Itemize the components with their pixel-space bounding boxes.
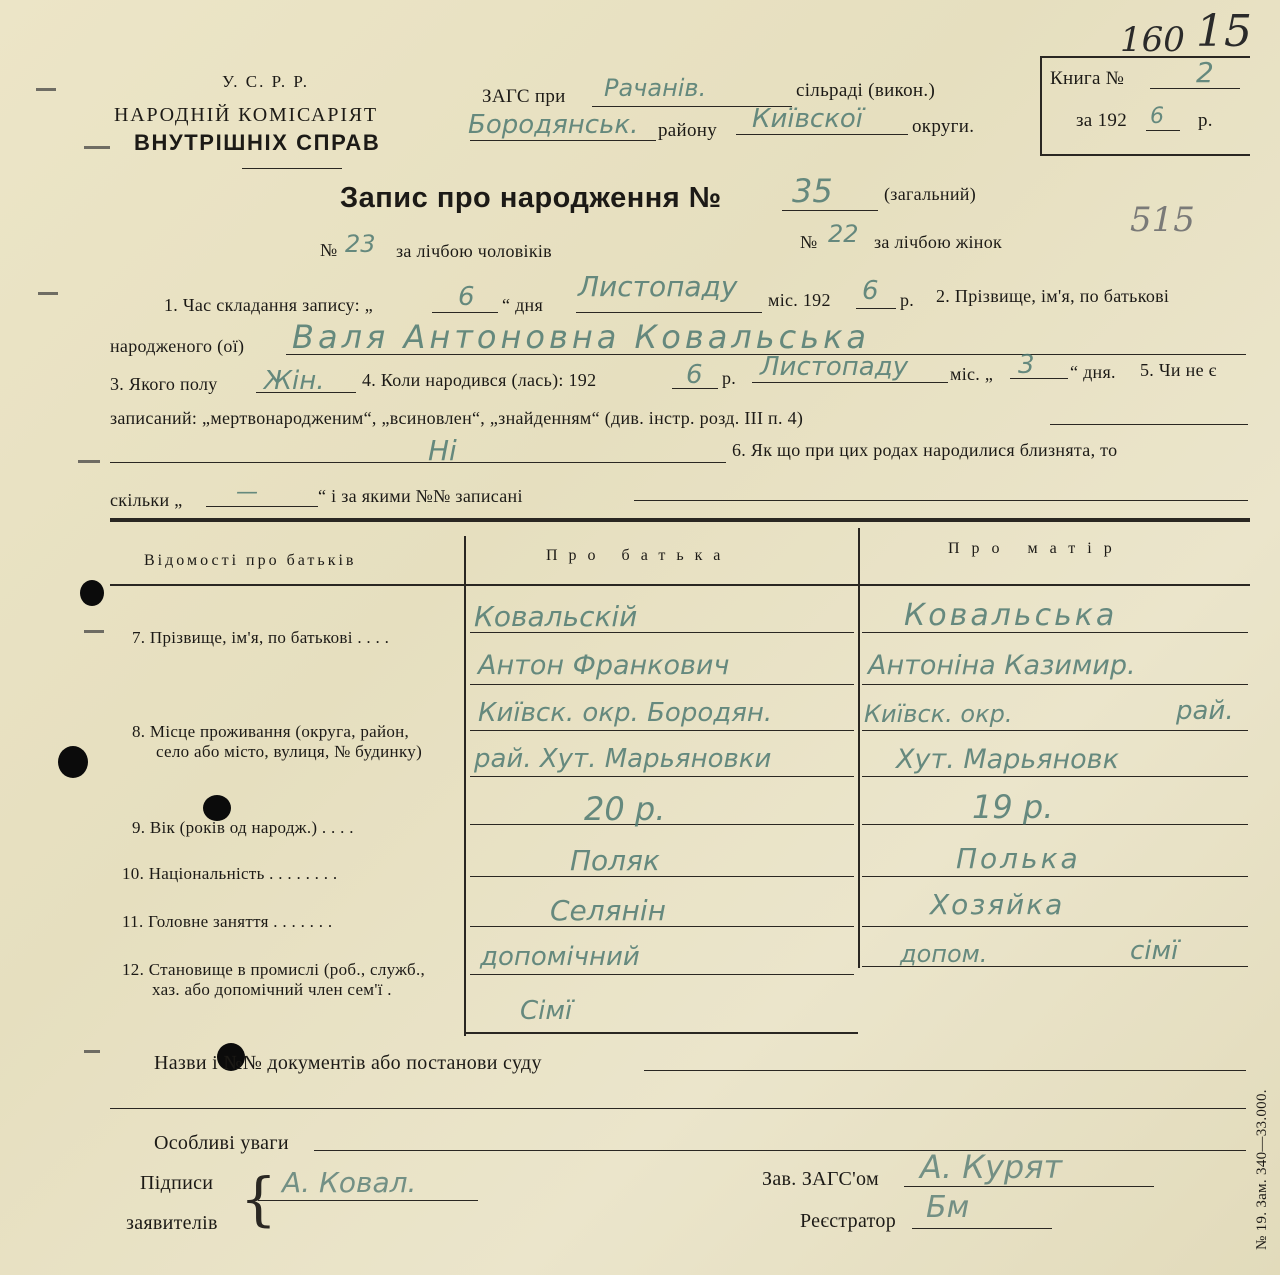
- female-count-prefix: №: [800, 232, 818, 252]
- side-print: № 19. Зам. 340—33.000.: [1254, 1089, 1270, 1250]
- q2-label-cont: народженого (ої): [110, 336, 245, 356]
- record-title: Запис про народження №: [340, 182, 722, 214]
- general-label: (загальний): [884, 184, 977, 204]
- book-number: 2: [1196, 56, 1214, 89]
- child-name: Валя Антоновна Ковальська: [292, 318, 870, 356]
- q5-label: 5. Чи не є: [1140, 360, 1217, 380]
- corner-number: 15: [1196, 6, 1252, 57]
- row8-label-a: 8. Місце проживання (округа, район,: [132, 722, 410, 741]
- q5-answer: Ні: [428, 434, 457, 467]
- mother-age: 19 р.: [972, 788, 1054, 826]
- q2-label: 2. Прізвище, ім'я, по батькові: [936, 286, 1170, 306]
- village-council-handwritten: Рачанів.: [604, 74, 707, 102]
- punch-hole: [80, 580, 104, 606]
- signatures-label-b: заявителів: [126, 1212, 218, 1234]
- birth-year: 6: [686, 360, 703, 390]
- q1-year: 6: [862, 276, 879, 306]
- row12-label-a: 12. Становище в промислі (роб., служб.,: [122, 960, 426, 979]
- okruha-handwritten: Київскої: [752, 104, 864, 134]
- male-count-number: 23: [345, 230, 376, 258]
- signatures-label-a: Підписи: [140, 1172, 214, 1194]
- col-header-father: Про батька: [546, 547, 732, 564]
- q3-label: 3. Якого полу: [110, 374, 218, 394]
- q6-text-b: “ і за якими №№ записані: [318, 486, 523, 506]
- row9-label: 9. Вік (років од народж.) . . . .: [132, 818, 354, 837]
- mother-name: Антоніна Казимир.: [868, 650, 1136, 681]
- book-label: Книга №: [1050, 68, 1125, 89]
- mother-place-b: Хут. Марьяновк: [896, 744, 1119, 775]
- q6-dash: —: [236, 480, 258, 505]
- col-header-mother: Про матір: [948, 540, 1124, 557]
- applicant-signature: А. Ковал.: [282, 1166, 417, 1199]
- okruha-suffix: округи.: [912, 116, 975, 137]
- father-place-a: Київск. окр. Бородян.: [478, 698, 773, 728]
- registrar-label: Реєстратор: [800, 1210, 897, 1232]
- q1-day: 6: [458, 282, 475, 312]
- village-council-suffix: сільраді (викон.): [796, 80, 936, 101]
- father-status-b: Сімї: [520, 996, 573, 1026]
- mother-status-a: допом.: [900, 940, 988, 968]
- q1-year-prefix: міс. 192: [768, 290, 831, 310]
- female-count-number: 22: [828, 220, 859, 248]
- republic-label: У. С. Р. Р.: [222, 72, 310, 91]
- row8-label-b: село або місто, вулиця, № будинку): [156, 742, 423, 761]
- father-occupation: Селянін: [550, 894, 666, 927]
- father-surname: Ковальскій: [474, 600, 638, 633]
- father-place-b: рай. Хут. Марьяновки: [474, 744, 772, 774]
- birth-day: 3: [1018, 350, 1035, 380]
- year-suffix: р.: [1198, 110, 1213, 131]
- archive-number: 160: [1120, 20, 1185, 60]
- year-prefix: за 192: [1076, 110, 1127, 131]
- male-count-prefix: №: [320, 240, 338, 260]
- q6-text-a: скільки „: [110, 490, 183, 510]
- remarks-label: Особливі уваги: [154, 1132, 289, 1154]
- birth-month-suffix: міс. „: [950, 364, 994, 384]
- q1-month: Листопаду: [578, 270, 738, 303]
- mother-status-b: сімї: [1130, 936, 1179, 966]
- row12-label-b: хаз. або допомічний член сем'ї .: [152, 980, 392, 999]
- birth-month: Листопаду: [760, 352, 909, 382]
- commissariat-line1: НАРОДНІЙ КОМІСАРІЯТ: [114, 104, 378, 126]
- mother-surname: Ковальська: [904, 598, 1118, 633]
- female-count-text: за лічбою жінок: [874, 232, 1003, 252]
- mother-nationality: Полька: [956, 842, 1081, 875]
- district-suffix: району: [658, 120, 718, 141]
- stamp-number: 515: [1130, 200, 1195, 240]
- father-status-a: допомічний: [480, 942, 640, 972]
- father-nationality: Поляк: [570, 844, 660, 877]
- head-signature: А. Курят: [920, 1148, 1063, 1186]
- col-header-parents: Відомості про батьків: [144, 552, 357, 569]
- zags-prefix: ЗАГС при: [482, 86, 566, 107]
- q4-label: 4. Коли народився (лась): 192: [362, 370, 597, 390]
- district-handwritten: Бородянськ.: [468, 110, 639, 140]
- book-year-digit: 6: [1150, 104, 1164, 129]
- q1-prefix: 1. Час складання запису: „: [164, 295, 374, 315]
- record-number: 35: [792, 172, 833, 210]
- row7-label: 7. Прізвище, ім'я, по батькові . . . .: [132, 628, 390, 647]
- mother-place-a: Київск. окр.: [864, 700, 1013, 728]
- male-count-text: за лічбою чоловіків: [396, 241, 552, 261]
- registrar-signature: Бм: [926, 1190, 970, 1225]
- father-name: Антон Франкович: [478, 650, 730, 681]
- commissariat-line2: ВНУТРІШНІХ СПРАВ: [134, 130, 381, 155]
- birth-day-suffix: “ дня.: [1070, 362, 1116, 382]
- punch-hole: [58, 746, 88, 778]
- q1-year-suffix: р.: [900, 290, 915, 310]
- birth-year-suffix: р.: [722, 368, 737, 388]
- father-age: 20 р.: [584, 790, 666, 828]
- documents-label: Назви і №№ документів або постанови суду: [154, 1052, 542, 1074]
- mother-place-a2: рай.: [1176, 696, 1234, 726]
- q5-text: записаний: „мертвонародженим“, „всиновлен“, „знайденням“ (див. інстр. розд. III п. 4): [110, 408, 804, 428]
- q6-label: 6. Як що при цих родах народилися близнята, то: [732, 440, 1118, 460]
- row11-label: 11. Головне заняття . . . . . . .: [122, 912, 333, 931]
- child-sex: Жін.: [264, 366, 325, 396]
- head-label: Зав. ЗАГС'ом: [762, 1168, 879, 1190]
- mother-occupation: Хозяйка: [930, 888, 1065, 921]
- signatures-brace: {: [240, 1165, 277, 1233]
- row10-label: 10. Національність . . . . . . . .: [122, 864, 338, 883]
- q1-day-suffix: “ дня: [502, 295, 544, 315]
